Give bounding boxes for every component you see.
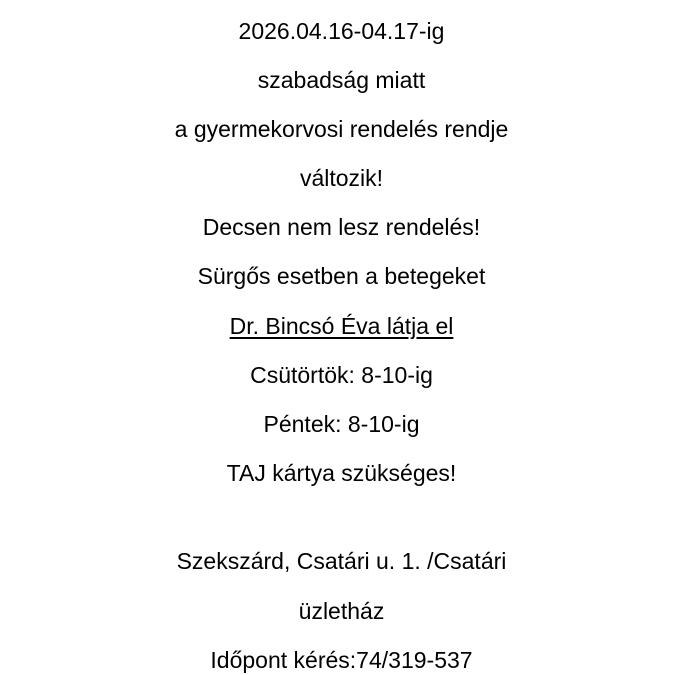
substitute-doctor-line: Dr. Bincsó Éva látja el xyxy=(229,313,454,339)
address-line: Szekszárd, Csatári u. 1. /Csatári xyxy=(176,548,507,574)
urgent-cases-line: Sürgős esetben a betegeket xyxy=(197,263,486,289)
schedule-change-line-end: változik! xyxy=(299,165,384,191)
schedule-change-line: a gyermekorvosi rendelés rendje xyxy=(174,116,509,142)
thursday-hours-line: Csütörtök: 8-10-ig xyxy=(250,362,433,388)
appointment-phone-line: Időpont kérés:74/319-537 xyxy=(210,647,473,673)
reason-line: szabadság miatt xyxy=(257,67,426,93)
date-range-line: 2026.04.16-04.17-ig xyxy=(238,18,445,44)
address-line-end: üzletház xyxy=(298,598,385,624)
taj-card-line: TAJ kártya szükséges! xyxy=(226,460,457,486)
no-office-hours-line: Decsen nem lesz rendelés! xyxy=(202,214,481,240)
friday-hours-line: Péntek: 8-10-ig xyxy=(263,411,420,437)
